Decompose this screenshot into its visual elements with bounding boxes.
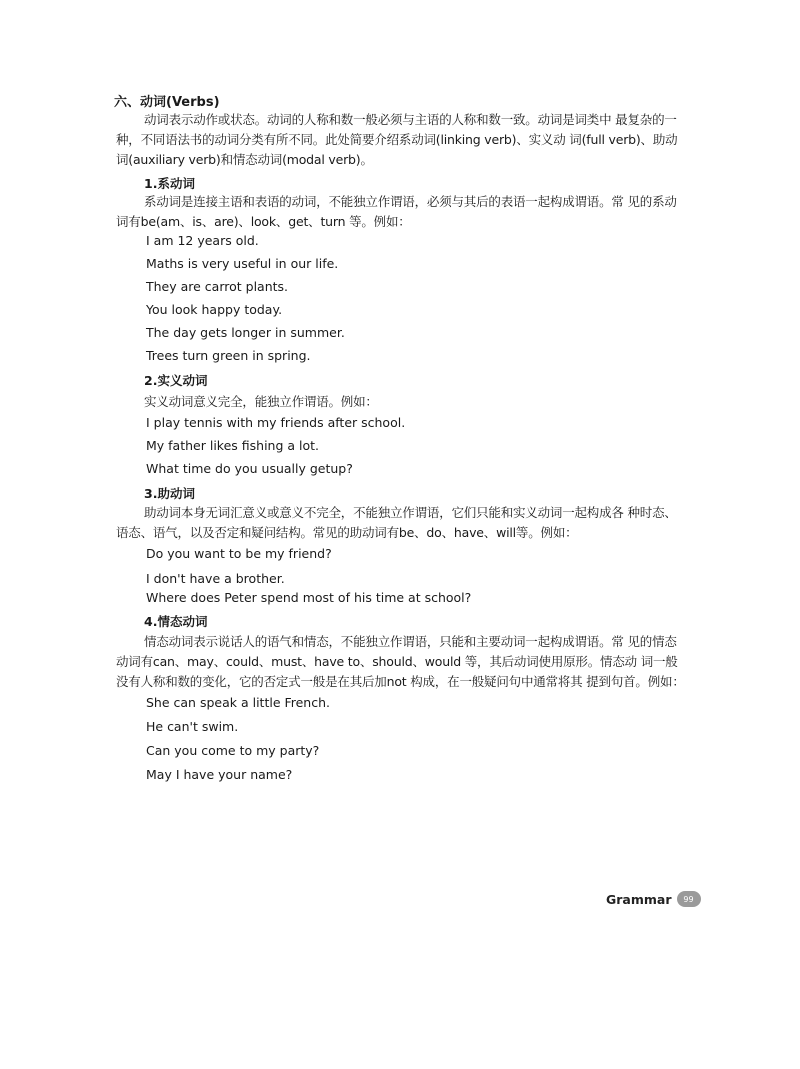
example-sentence: My father likes fishing a lot. [146,438,319,453]
example-sentence: May I have your name? [146,767,293,782]
example-sentence: They are carrot plants. [146,279,289,294]
example-sentence: She can speak a little French. [146,695,331,710]
intro-paragraph: 动词表示动作或状态。动词的人称和数一般必须与主语的人称和数一致。动词是词类中 最复杂的一种，不同语法书的动词分类有所不同。此处简要介绍系动词(linking verb)、实义动 词(full verb)、助动词(auxiliary verb)和情态动词(modal verb)。 [116,112,678,167]
example-sentence: What time do you usually getup? [146,461,353,476]
example-sentence: I play tennis with my friends after school. [146,415,406,430]
footer-section-label: Grammar [606,891,672,907]
example-sentence: Where does Peter spend most of his time at school? [146,590,472,605]
section-title: 六、动词(Verbs) [114,95,220,110]
auxiliary-verb-heading: 3.助动词 [144,486,195,501]
linking-verb-description: 系动词是连接主语和表语的动词，不能独立作谓语，必须与其后的表语一起构成谓语。常 见的系动词有be(am、is、are)、look、get、turn 等。例如： [116,194,677,229]
example-sentence: I am 12 years old. [146,233,259,248]
example-sentence: You look happy today. [146,302,283,317]
example-sentence: Maths is very useful in our life. [146,256,339,271]
linking-verb-heading: 1.系动词 [144,176,195,191]
auxiliary-verb-description: 助动词本身无词汇意义或意义不完全，不能独立作谓语，它们只能和实义动词一起构成各 种时态、语态、语气，以及否定和疑问结构。常见的助动词有be、do、have、will等。例如： [116,505,677,540]
modal-verb-heading: 4.情态动词 [144,614,208,629]
example-sentence: I don't have a brother. [146,571,285,586]
example-sentence: The day gets longer in summer. [146,325,345,340]
page-footer [606,891,701,907]
example-sentence: Do you want to be my friend? [146,546,332,561]
example-sentence: Can you come to my party? [146,743,320,758]
modal-verb-description: 情态动词表示说话人的语气和情态，不能独立作谓语，只能和主要动词一起构成谓语。常 见的情态动词有can、may、could、must、have to、should、would 等，其后动词使用原形。情态动 词一般没有人称和数的变化，它的否定式一般是在其后加not 构成，在一般疑问句中通常将其 提到句首。例如： [116,634,685,689]
example-sentence: Trees turn green in spring. [146,348,311,363]
page-number-badge: 99 [677,891,701,907]
full-verb-description: 实义动词意义完全，能独立作谓语。例如： [144,394,378,409]
full-verb-heading: 2.实义动词 [144,373,208,388]
example-sentence: He can't swim. [146,719,239,734]
